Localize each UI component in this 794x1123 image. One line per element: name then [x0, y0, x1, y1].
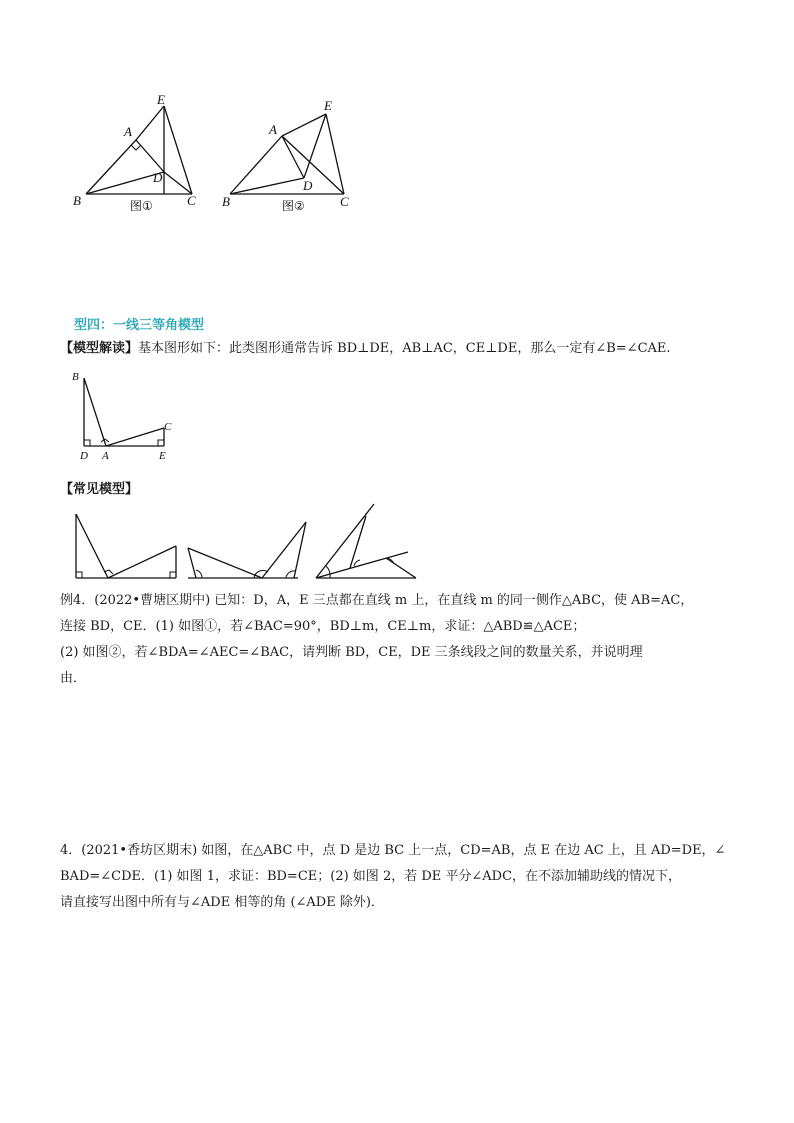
- common-models-tag: 【常见模型】: [60, 482, 139, 497]
- fig2-label-A: A: [269, 122, 277, 137]
- common-model-3: [316, 504, 416, 578]
- fig1-label-E: E: [157, 92, 165, 107]
- problem-4-line-2: BAD=∠CDE．(1) 如图 1，求证：BD=CE；(2) 如图 2，若 DE 平分∠ADC，在不添加辅助线的情况下，: [60, 869, 682, 884]
- interp-tag: 【模型解读】: [60, 341, 139, 356]
- common-model-1: [76, 514, 176, 578]
- basic-label-A: A: [102, 450, 109, 462]
- model-interpretation: [60, 336, 720, 362]
- fig2-label-C: C: [340, 194, 349, 209]
- fig2-label-B: B: [222, 194, 230, 209]
- section-title: 型四：一线三等角模型: [74, 318, 205, 333]
- basic-label-C: C: [164, 421, 172, 433]
- problem-4-line-1: 4．(2021•香坊区期末) 如图，在△ABC 中，点 D 是边 BC 上一点，CD=AB，点 E 在边 AC 上，且 AD=DE，∠: [60, 843, 726, 858]
- problem-4: [60, 838, 740, 916]
- fig1-label-B: B: [73, 193, 81, 208]
- example-4: [60, 588, 740, 692]
- figure-1: [73, 92, 196, 213]
- fig1-label-D: D: [153, 170, 163, 185]
- basic-label-B: B: [72, 371, 79, 383]
- common-models-figure: [68, 500, 428, 584]
- fig2-label-D: D: [303, 178, 313, 193]
- example-4-line-3: (2) 如图②，若∠BDA=∠AEC=∠BAC，请判断 BD，CE，DE 三条线段之间的数量关系，并说明理: [60, 645, 643, 660]
- basic-figure: [68, 366, 188, 466]
- fig2-caption: 图②: [282, 199, 305, 213]
- fig1-caption: 图①: [130, 199, 153, 213]
- fig2-label-E: E: [324, 98, 332, 113]
- top-figures: [60, 90, 380, 220]
- common-model-2: [188, 522, 306, 578]
- figure-2: [222, 98, 349, 213]
- basic-label-E: E: [159, 450, 166, 462]
- fig1-label-A: A: [124, 124, 132, 139]
- basic-label-D: D: [80, 450, 88, 462]
- example-4-line-4: 由．: [60, 671, 87, 686]
- example-4-line-2: 连接 BD，CE．(1) 如图①，若∠BAC=90°，BD⊥m，CE⊥m，求证：△ABD≌△ACE；: [60, 619, 586, 634]
- interp-text: 基本图形如下：此类图形通常告诉 BD⊥DE，AB⊥AC，CE⊥DE，那么一定有∠B=∠CAE.: [138, 341, 671, 356]
- example-4-line-1: 例4．(2022•曹塘区期中) 已知：D，A，E 三点都在直线 m 上，在直线 m 的同一侧作△ABC，使 AB=AC，: [60, 593, 694, 608]
- problem-4-line-3: 请直接写出图中所有与∠ADE 相等的角 (∠ADE 除外)．: [60, 895, 384, 910]
- fig1-label-C: C: [187, 193, 196, 208]
